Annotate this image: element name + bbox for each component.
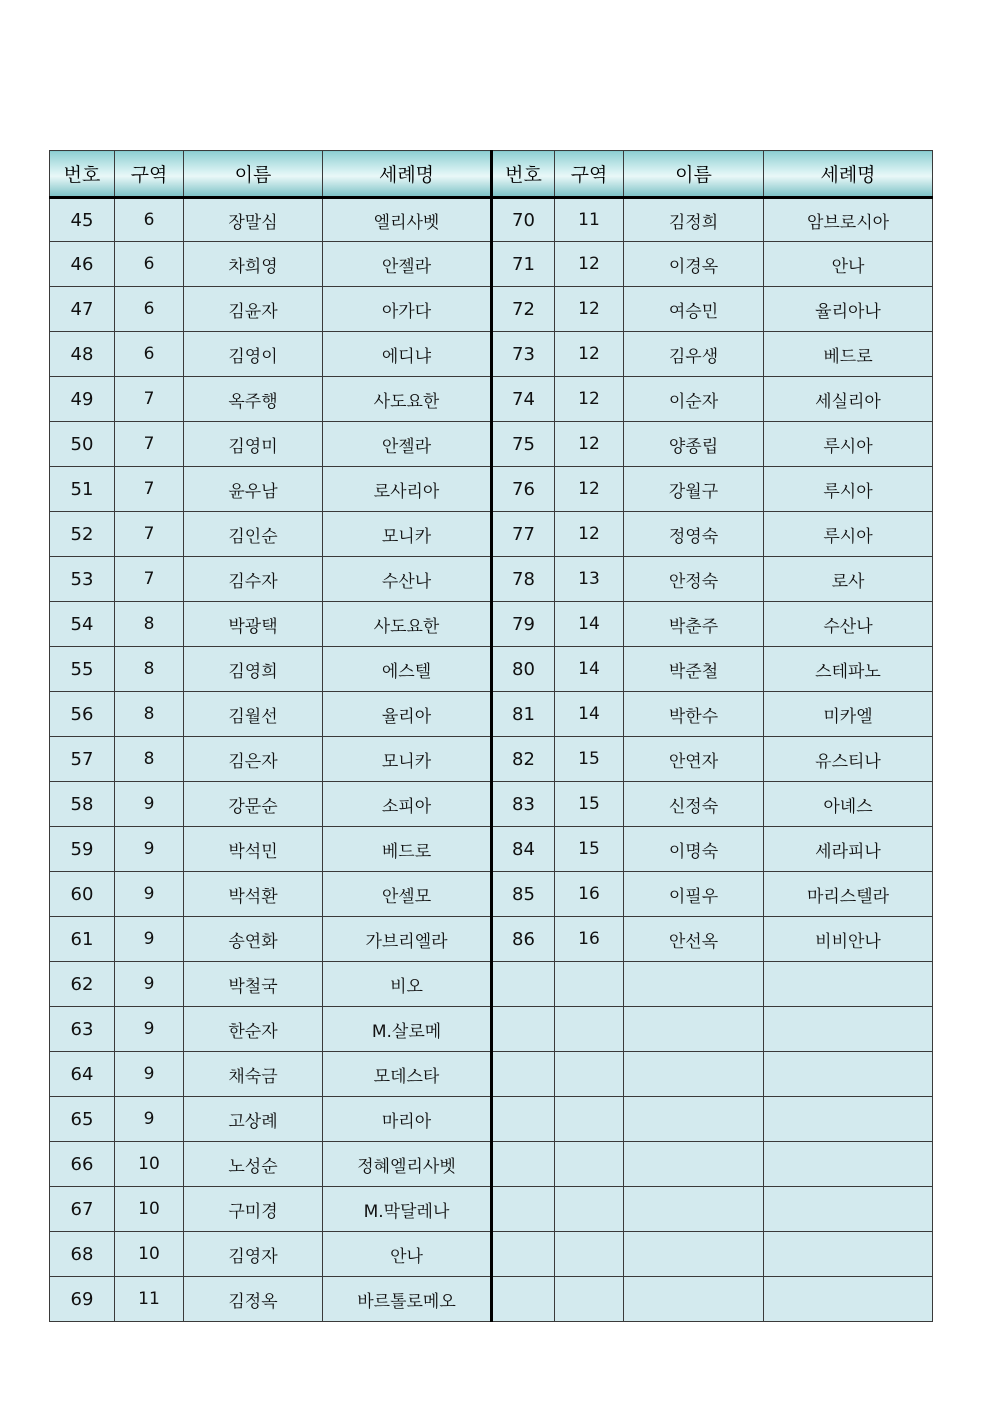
cell-name: 노성순	[184, 1142, 323, 1187]
cell-name: 김은자	[184, 737, 323, 782]
header-number: 번호	[492, 151, 555, 198]
cell-district: 6	[115, 287, 184, 332]
cell-number	[492, 1142, 555, 1187]
table-row	[50, 198, 933, 242]
cell-baptismal-name	[764, 1142, 933, 1187]
table-row	[50, 692, 933, 737]
cell-baptismal-name: 안나	[323, 1232, 492, 1277]
cell-number: 83	[492, 782, 555, 827]
cell-baptismal-name	[764, 962, 933, 1007]
cell-name: 안선옥	[624, 917, 764, 962]
cell-name: 김영희	[184, 647, 323, 692]
cell-name: 장말심	[184, 198, 323, 242]
cell-name: 김정옥	[184, 1277, 323, 1322]
cell-number: 84	[492, 827, 555, 872]
cell-number: 72	[492, 287, 555, 332]
table-row	[50, 1187, 933, 1232]
cell-baptismal-name: 가브리엘라	[323, 917, 492, 962]
cell-district: 15	[555, 782, 624, 827]
cell-district: 9	[115, 962, 184, 1007]
cell-baptismal-name: 로사리아	[323, 467, 492, 512]
table-row	[50, 962, 933, 1007]
cell-name	[624, 1277, 764, 1322]
cell-name: 김영이	[184, 332, 323, 377]
cell-name: 강문순	[184, 782, 323, 827]
cell-number: 53	[50, 557, 115, 602]
cell-district: 12	[555, 377, 624, 422]
cell-district: 16	[555, 872, 624, 917]
cell-baptismal-name: 모니카	[323, 512, 492, 557]
cell-name: 송연화	[184, 917, 323, 962]
table-row	[50, 827, 933, 872]
table-row	[50, 782, 933, 827]
cell-number: 50	[50, 422, 115, 467]
cell-name	[624, 1232, 764, 1277]
cell-name	[624, 1097, 764, 1142]
cell-baptismal-name	[764, 1187, 933, 1232]
table-row	[50, 602, 933, 647]
cell-name: 고상례	[184, 1097, 323, 1142]
cell-district: 10	[115, 1232, 184, 1277]
cell-baptismal-name: 루시아	[764, 512, 933, 557]
cell-number: 70	[492, 198, 555, 242]
cell-baptismal-name: 모니카	[323, 737, 492, 782]
cell-number: 48	[50, 332, 115, 377]
header-name: 이름	[184, 151, 323, 198]
cell-district: 12	[555, 287, 624, 332]
cell-name: 김정희	[624, 198, 764, 242]
cell-name	[624, 1142, 764, 1187]
cell-baptismal-name: 세라피나	[764, 827, 933, 872]
cell-name: 김영미	[184, 422, 323, 467]
cell-baptismal-name	[764, 1232, 933, 1277]
cell-number: 71	[492, 242, 555, 287]
table-row	[50, 1007, 933, 1052]
cell-baptismal-name: M.살로메	[323, 1007, 492, 1052]
cell-district	[555, 1097, 624, 1142]
cell-number: 74	[492, 377, 555, 422]
cell-district	[555, 1142, 624, 1187]
cell-number: 52	[50, 512, 115, 557]
cell-baptismal-name: 스테파노	[764, 647, 933, 692]
cell-district	[555, 1277, 624, 1322]
cell-district: 10	[115, 1142, 184, 1187]
table-row	[50, 1277, 933, 1322]
cell-number: 75	[492, 422, 555, 467]
cell-name: 안연자	[624, 737, 764, 782]
cell-baptismal-name: 루시아	[764, 467, 933, 512]
cell-baptismal-name: 바르톨로메오	[323, 1277, 492, 1322]
cell-district: 7	[115, 422, 184, 467]
cell-name: 차희영	[184, 242, 323, 287]
table-row	[50, 872, 933, 917]
cell-baptismal-name: 사도요한	[323, 377, 492, 422]
cell-baptismal-name: M.막달레나	[323, 1187, 492, 1232]
cell-number: 81	[492, 692, 555, 737]
cell-district	[555, 1187, 624, 1232]
cell-district: 10	[115, 1187, 184, 1232]
cell-name: 여승민	[624, 287, 764, 332]
cell-name: 강월구	[624, 467, 764, 512]
cell-district: 11	[115, 1277, 184, 1322]
cell-number: 65	[50, 1097, 115, 1142]
cell-number: 66	[50, 1142, 115, 1187]
cell-name: 이필우	[624, 872, 764, 917]
header-baptismal-name: 세례명	[764, 151, 933, 198]
cell-district: 12	[555, 467, 624, 512]
cell-baptismal-name: 세실리아	[764, 377, 933, 422]
cell-baptismal-name: 암브로시아	[764, 198, 933, 242]
cell-number: 51	[50, 467, 115, 512]
cell-baptismal-name: 베드로	[323, 827, 492, 872]
cell-baptismal-name: 비오	[323, 962, 492, 1007]
cell-number: 76	[492, 467, 555, 512]
cell-number: 85	[492, 872, 555, 917]
cell-name: 이경옥	[624, 242, 764, 287]
cell-baptismal-name: 수산나	[764, 602, 933, 647]
cell-district: 7	[115, 377, 184, 422]
cell-baptismal-name: 베드로	[764, 332, 933, 377]
cell-district: 15	[555, 737, 624, 782]
cell-baptismal-name: 사도요한	[323, 602, 492, 647]
table-row	[50, 332, 933, 377]
cell-baptismal-name: 미카엘	[764, 692, 933, 737]
cell-name: 박석환	[184, 872, 323, 917]
cell-baptismal-name	[764, 1277, 933, 1322]
cell-baptismal-name: 소피아	[323, 782, 492, 827]
table-row	[50, 917, 933, 962]
table-row	[50, 242, 933, 287]
cell-baptismal-name: 율리아나	[764, 287, 933, 332]
cell-name: 박준철	[624, 647, 764, 692]
cell-name: 정영숙	[624, 512, 764, 557]
cell-number	[492, 1097, 555, 1142]
cell-name: 양종립	[624, 422, 764, 467]
cell-name: 박춘주	[624, 602, 764, 647]
cell-number: 63	[50, 1007, 115, 1052]
cell-district: 8	[115, 602, 184, 647]
cell-district: 9	[115, 1097, 184, 1142]
cell-name: 채숙금	[184, 1052, 323, 1097]
cell-baptismal-name: 비비안나	[764, 917, 933, 962]
cell-number: 80	[492, 647, 555, 692]
cell-number: 79	[492, 602, 555, 647]
cell-name: 김윤자	[184, 287, 323, 332]
cell-district: 9	[115, 782, 184, 827]
cell-number: 59	[50, 827, 115, 872]
cell-name: 김월선	[184, 692, 323, 737]
cell-district	[555, 1052, 624, 1097]
cell-name: 안정숙	[624, 557, 764, 602]
cell-number: 82	[492, 737, 555, 782]
cell-baptismal-name: 율리아	[323, 692, 492, 737]
cell-district: 16	[555, 917, 624, 962]
cell-name: 박석민	[184, 827, 323, 872]
cell-district	[555, 1007, 624, 1052]
cell-name: 김영자	[184, 1232, 323, 1277]
cell-baptismal-name: 마리스텔라	[764, 872, 933, 917]
cell-name	[624, 962, 764, 1007]
table-row	[50, 467, 933, 512]
cell-baptismal-name: 루시아	[764, 422, 933, 467]
cell-number: 77	[492, 512, 555, 557]
cell-district: 6	[115, 332, 184, 377]
cell-district: 12	[555, 422, 624, 467]
cell-district: 14	[555, 647, 624, 692]
header-name: 이름	[624, 151, 764, 198]
cell-number: 64	[50, 1052, 115, 1097]
table-row	[50, 737, 933, 782]
cell-number: 47	[50, 287, 115, 332]
cell-name: 한순자	[184, 1007, 323, 1052]
cell-baptismal-name	[764, 1097, 933, 1142]
cell-baptismal-name: 마리아	[323, 1097, 492, 1142]
cell-name: 이명숙	[624, 827, 764, 872]
cell-district: 8	[115, 647, 184, 692]
table-row	[50, 1142, 933, 1187]
cell-name: 김우생	[624, 332, 764, 377]
table-row	[50, 377, 933, 422]
cell-number	[492, 1232, 555, 1277]
cell-name: 박철국	[184, 962, 323, 1007]
cell-name: 박광택	[184, 602, 323, 647]
cell-baptismal-name: 수산나	[323, 557, 492, 602]
table-row	[50, 647, 933, 692]
table-row	[50, 287, 933, 332]
cell-baptismal-name	[764, 1052, 933, 1097]
cell-number: 55	[50, 647, 115, 692]
cell-number: 62	[50, 962, 115, 1007]
cell-name: 구미경	[184, 1187, 323, 1232]
cell-name: 박한수	[624, 692, 764, 737]
cell-baptismal-name: 아가다	[323, 287, 492, 332]
cell-number: 45	[50, 198, 115, 242]
header-baptismal-name: 세례명	[323, 151, 492, 198]
cell-district: 6	[115, 242, 184, 287]
cell-district: 15	[555, 827, 624, 872]
cell-number: 49	[50, 377, 115, 422]
cell-number: 78	[492, 557, 555, 602]
cell-baptismal-name: 엘리사벳	[323, 198, 492, 242]
cell-name: 김인순	[184, 512, 323, 557]
cell-name	[624, 1187, 764, 1232]
cell-district: 9	[115, 872, 184, 917]
cell-baptismal-name: 에스텔	[323, 647, 492, 692]
cell-number: 67	[50, 1187, 115, 1232]
header-district: 구역	[555, 151, 624, 198]
cell-number: 57	[50, 737, 115, 782]
cell-name: 김수자	[184, 557, 323, 602]
cell-district: 14	[555, 602, 624, 647]
cell-baptismal-name	[764, 1007, 933, 1052]
cell-district: 11	[555, 198, 624, 242]
table-row	[50, 1097, 933, 1142]
table-row	[50, 1052, 933, 1097]
cell-baptismal-name: 안나	[764, 242, 933, 287]
cell-district	[555, 962, 624, 1007]
cell-number	[492, 1007, 555, 1052]
table-row	[50, 557, 933, 602]
header-number: 번호	[50, 151, 115, 198]
table-row	[50, 1232, 933, 1277]
cell-district: 9	[115, 917, 184, 962]
cell-district: 12	[555, 242, 624, 287]
cell-number: 56	[50, 692, 115, 737]
table-row	[50, 422, 933, 467]
cell-district: 8	[115, 692, 184, 737]
cell-name: 옥주행	[184, 377, 323, 422]
cell-baptismal-name: 아녜스	[764, 782, 933, 827]
cell-name: 이순자	[624, 377, 764, 422]
cell-number: 68	[50, 1232, 115, 1277]
cell-number: 73	[492, 332, 555, 377]
cell-district: 14	[555, 692, 624, 737]
cell-number	[492, 1187, 555, 1232]
cell-district: 12	[555, 332, 624, 377]
cell-district: 7	[115, 512, 184, 557]
cell-district: 7	[115, 467, 184, 512]
cell-number: 61	[50, 917, 115, 962]
cell-name	[624, 1052, 764, 1097]
cell-baptismal-name: 안젤라	[323, 422, 492, 467]
cell-baptismal-name: 유스티나	[764, 737, 933, 782]
cell-number	[492, 962, 555, 1007]
cell-baptismal-name: 안셀모	[323, 872, 492, 917]
cell-district: 12	[555, 512, 624, 557]
cell-baptismal-name: 모데스타	[323, 1052, 492, 1097]
cell-district: 9	[115, 1007, 184, 1052]
cell-number: 86	[492, 917, 555, 962]
cell-number	[492, 1277, 555, 1322]
cell-district: 8	[115, 737, 184, 782]
cell-district: 7	[115, 557, 184, 602]
cell-number: 58	[50, 782, 115, 827]
cell-district: 6	[115, 198, 184, 242]
cell-number: 54	[50, 602, 115, 647]
cell-number	[492, 1052, 555, 1097]
cell-number: 69	[50, 1277, 115, 1322]
cell-baptismal-name: 로사	[764, 557, 933, 602]
header-row	[50, 151, 933, 198]
cell-name: 신정숙	[624, 782, 764, 827]
cell-baptismal-name: 정혜엘리사벳	[323, 1142, 492, 1187]
cell-district: 9	[115, 1052, 184, 1097]
cell-district: 9	[115, 827, 184, 872]
header-district: 구역	[115, 151, 184, 198]
roster-table	[49, 150, 933, 1322]
cell-district: 13	[555, 557, 624, 602]
table-row	[50, 512, 933, 557]
cell-baptismal-name: 에디냐	[323, 332, 492, 377]
cell-number: 46	[50, 242, 115, 287]
cell-baptismal-name: 안젤라	[323, 242, 492, 287]
cell-name	[624, 1007, 764, 1052]
cell-district	[555, 1232, 624, 1277]
cell-name: 윤우남	[184, 467, 323, 512]
cell-number: 60	[50, 872, 115, 917]
